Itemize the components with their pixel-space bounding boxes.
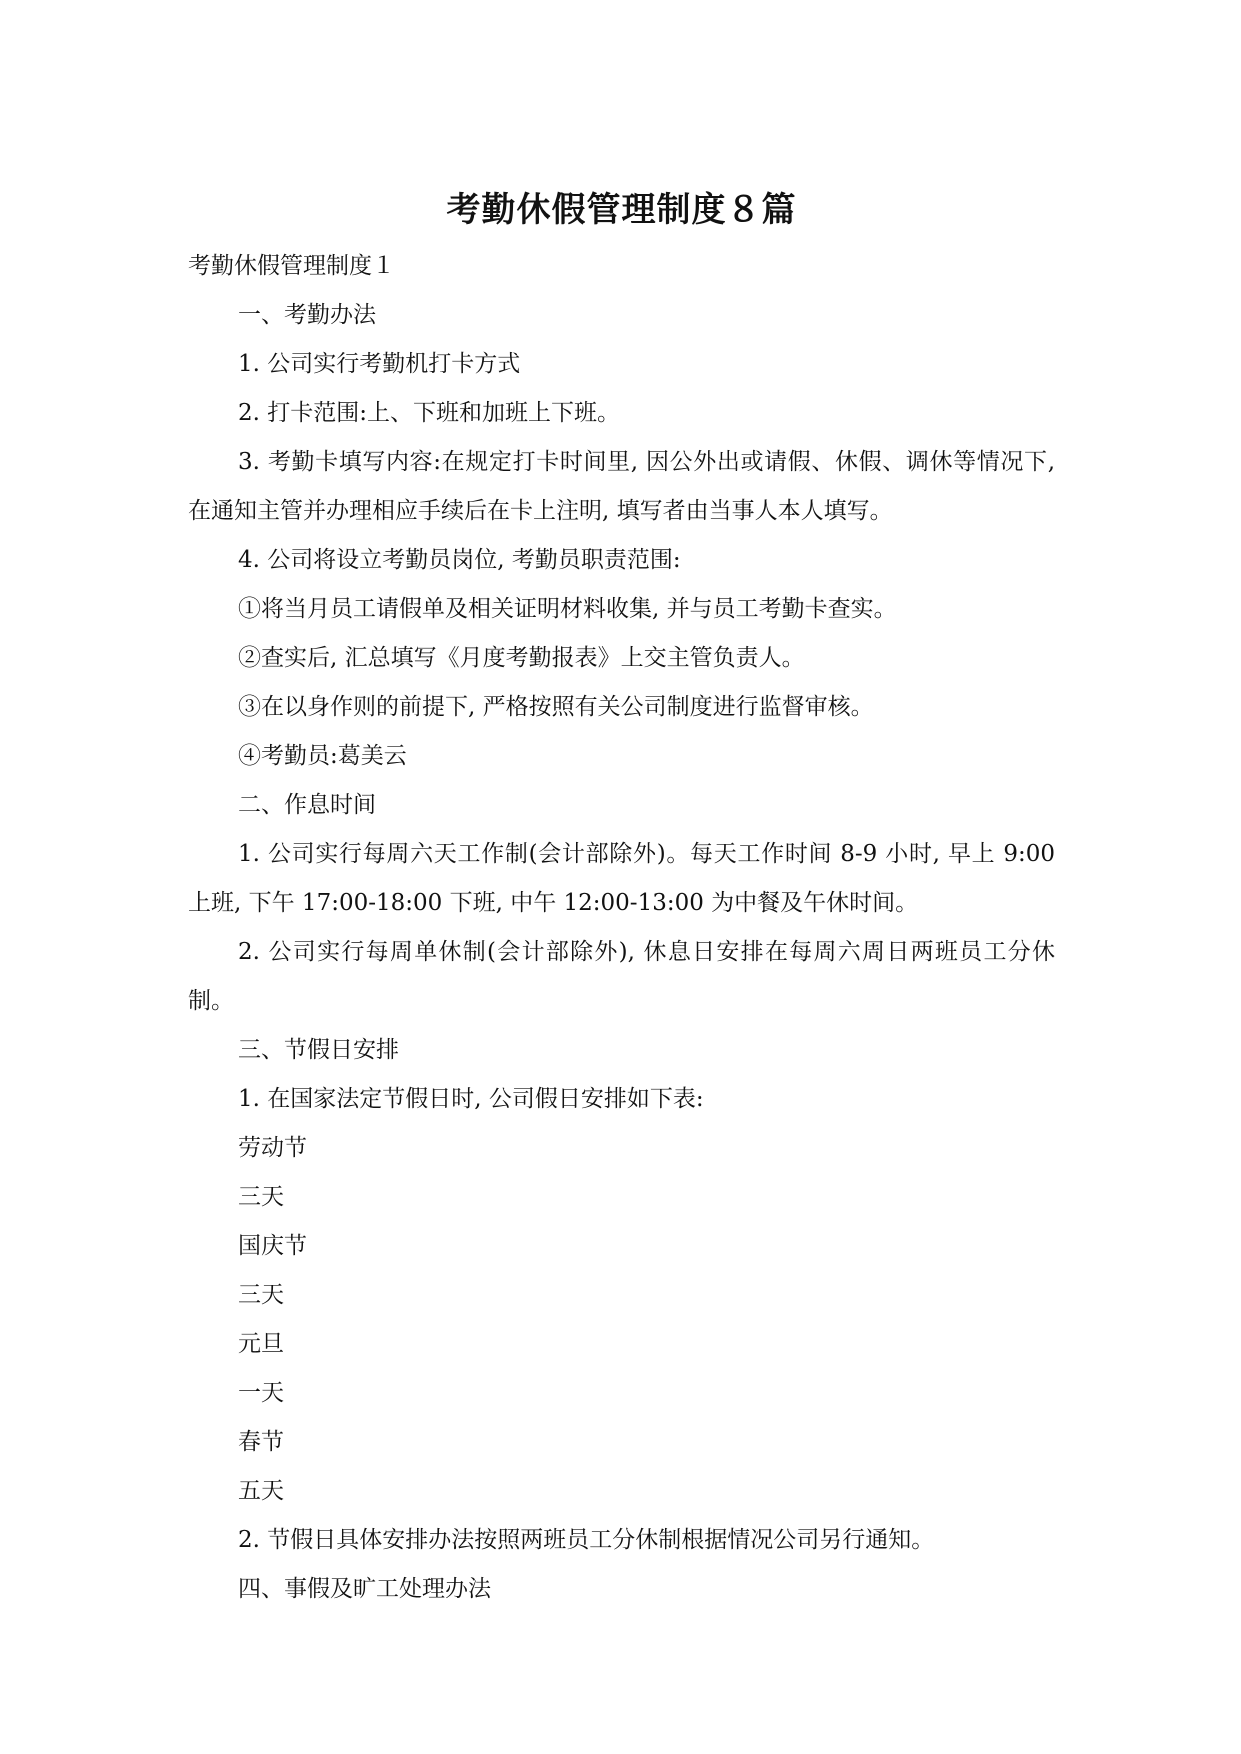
paragraph: 2. 公司实行每周单休制(会计部除外), 休息日安排在每周六周日两班员工分休制。 bbox=[188, 939, 1055, 1014]
holiday-days: 三天 bbox=[238, 1184, 284, 1210]
holiday-name: 劳动节 bbox=[238, 1135, 307, 1161]
paragraph: 1. 公司实行每周六天工作制(会计部除外)。每天工作时间 8-9 小时, 早上 9:00 上班, 下午 17:00-18:00 下班, 中午 12:00-13:00 为中餐及午休时间。 bbox=[188, 841, 1055, 916]
section-heading: 一、考勤办法 bbox=[238, 302, 376, 328]
holiday-name: 春节 bbox=[238, 1429, 284, 1455]
list-item: ④考勤员:葛美云 bbox=[238, 743, 407, 769]
section-heading: 四、事假及旷工处理办法 bbox=[238, 1576, 491, 1602]
holiday-days: 三天 bbox=[238, 1282, 284, 1308]
section-heading: 二、作息时间 bbox=[238, 792, 376, 818]
list-item: 2. 打卡范围:上、下班和加班上下班。 bbox=[238, 400, 621, 426]
list-item: ②查实后, 汇总填写《月度考勤报表》上交主管负责人。 bbox=[238, 645, 805, 671]
list-item: 4. 公司将设立考勤员岗位, 考勤员职责范围: bbox=[238, 547, 681, 573]
list-item: 1. 在国家法定节假日时, 公司假日安排如下表: bbox=[238, 1086, 704, 1112]
section-heading: 三、节假日安排 bbox=[238, 1037, 399, 1063]
list-item: 2. 节假日具体安排办法按照两班员工分休制根据情况公司另行通知。 bbox=[238, 1527, 935, 1553]
holiday-days: 一天 bbox=[238, 1380, 284, 1406]
document-title: 考勤休假管理制度８篇 bbox=[446, 190, 797, 230]
holiday-days: 五天 bbox=[238, 1478, 284, 1504]
list-item: ①将当月员工请假单及相关证明材料收集, 并与员工考勤卡查实。 bbox=[238, 596, 897, 622]
paragraph: 3. 考勤卡填写内容:在规定打卡时间里, 因公外出或请假、休假、调休等情况下, 在通知主管并办理相应手续后在卡上注明, 填写者由当事人本人填写。 bbox=[188, 449, 1055, 524]
list-item: 1. 公司实行考勤机打卡方式 bbox=[238, 351, 521, 377]
holiday-name: 国庆节 bbox=[238, 1233, 307, 1259]
holiday-name: 元旦 bbox=[238, 1331, 284, 1357]
subtitle: 考勤休假管理制度１ bbox=[188, 253, 395, 279]
list-item: ③在以身作则的前提下, 严格按照有关公司制度进行监督审核。 bbox=[238, 694, 874, 720]
